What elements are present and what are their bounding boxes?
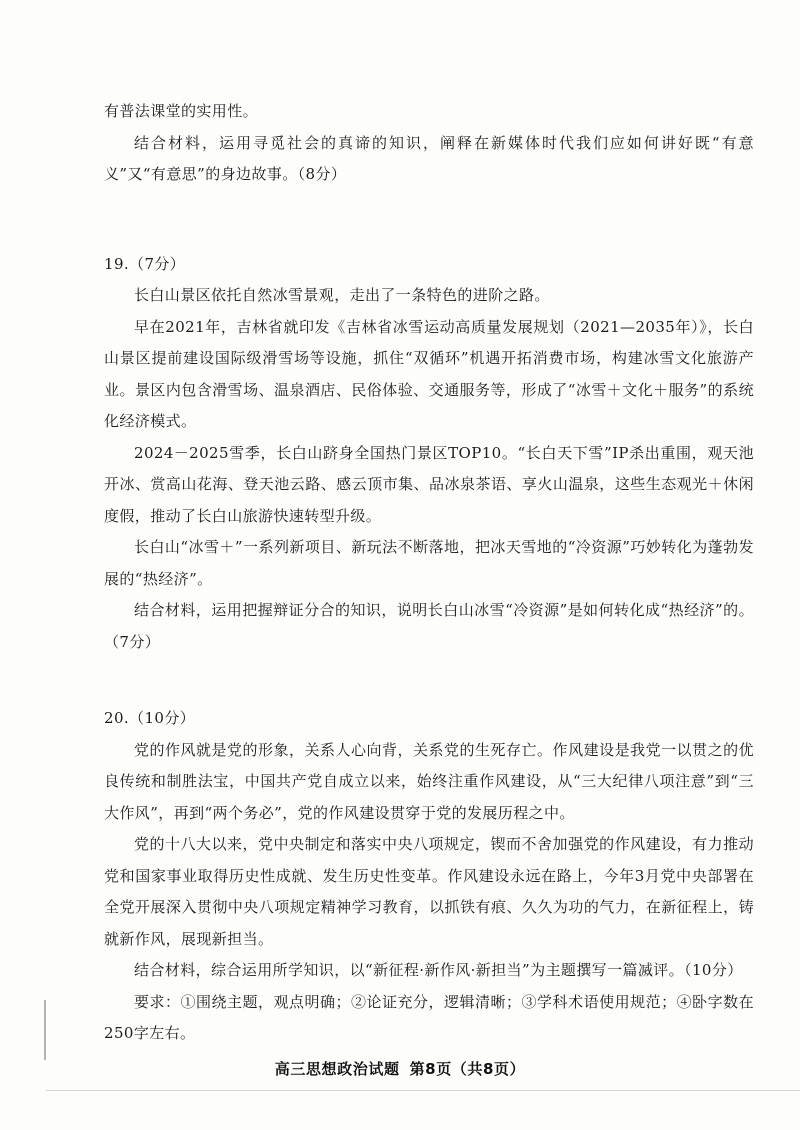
question-20 [104, 703, 754, 1050]
footer-page-info: 第8页（共8页） [409, 1060, 526, 1078]
q19-prompt: 结合材料，运用把握辩证分合的知识，说明长白山冰雪“冷资源”是如何转化成“热经济”的。（7分） [104, 601, 754, 651]
spacer [104, 191, 754, 249]
page-footer [0, 1058, 800, 1079]
footer-subject: 高三思想政治试题 [274, 1060, 400, 1078]
intro-line: 有普法课堂的实用性。 [104, 102, 259, 120]
scan-edge-line [44, 1000, 46, 1060]
q20-paragraph: 党的十八大以来，党中央制定和落实中央八项规定，锲而不舍加强党的作风建设，有力推动党和国家事业取得历史性成就、发生历史性变革。作风建设永远在路上，今年3月党中央部署在全党开展深入贯彻中央八项规定精神学习教育，以抓铁有痕、久久为功的气力，在新征程上，铸就新作风，展现新担当。 [104, 835, 754, 948]
question-20-header: 20.（10分） [104, 709, 196, 727]
q20-paragraph: 党的作风就是党的形象，关系人心向背，关系党的生死存亡。作风建设是我党一以贯之的优良传统和制胜法宝，中国共产党自成立以来，始终注重作风建设，从“三大纪律八项注意”到“三大作风”，再到“两个务必”，党的作风建设贯穿于党的发展历程之中。 [104, 740, 754, 822]
spacer [104, 658, 754, 703]
question-19-header: 19.（7分） [104, 254, 186, 273]
page-content [104, 96, 754, 1050]
q18-prompt: 结合材料，运用寻觅社会的真谛的知识，阐释在新媒体时代我们应如何讲好既“有意义”又“有意思”的身边故事。（8分） [104, 133, 754, 183]
question-19 [104, 249, 754, 659]
q19-paragraph: 长白山景区依托自然冰雪景观，走出了一条特色的进阶之路。 [134, 286, 550, 304]
scan-edge-line [46, 1090, 800, 1091]
q19-paragraph: 长白山“冰雪＋”一系列新项目、新玩法不断落地，把冰天雪地的“冷资源”巧妙转化为蓬勃发展的“热经济”。 [104, 538, 754, 588]
q20-prompt: 结合材料，综合运用所学知识，以“新征程·新作风·新担当”为主题撰写一篇㓕评。（10分） [134, 961, 743, 979]
q20-requirements: 要求：①围绕主题，观点明确；②论证充分，逻辑清晰；③学科术语使用规范；④卧字数在250字左右。 [104, 992, 754, 1042]
q19-paragraph: 早在2021年，吉林省就印发《吉林省冰雪运动高质量发展规划（2021—2035年）》，长白山景区提前建设国际级滑雪场等设施，抓住“双循环”机遇开拓消费市场，构建冰雪文化旅游产业。景区内包含滑雪场、温泉酒店、民俗体验、交通服务等，形成了“冰雪＋文化＋服务”的系统化经济模式。 [104, 317, 754, 430]
q19-paragraph: 2024－2025雪季，长白山跻身全国热门景区TOP10。“长白天下雪”IP杀出重围，观天池开冰、赏高山花海、登天池云路、感云顶市集、品冰泉茶语、享火山温泉，这些生态观光＋休闲度假，推动了长白山旅游快速转型升级。 [104, 443, 754, 525]
